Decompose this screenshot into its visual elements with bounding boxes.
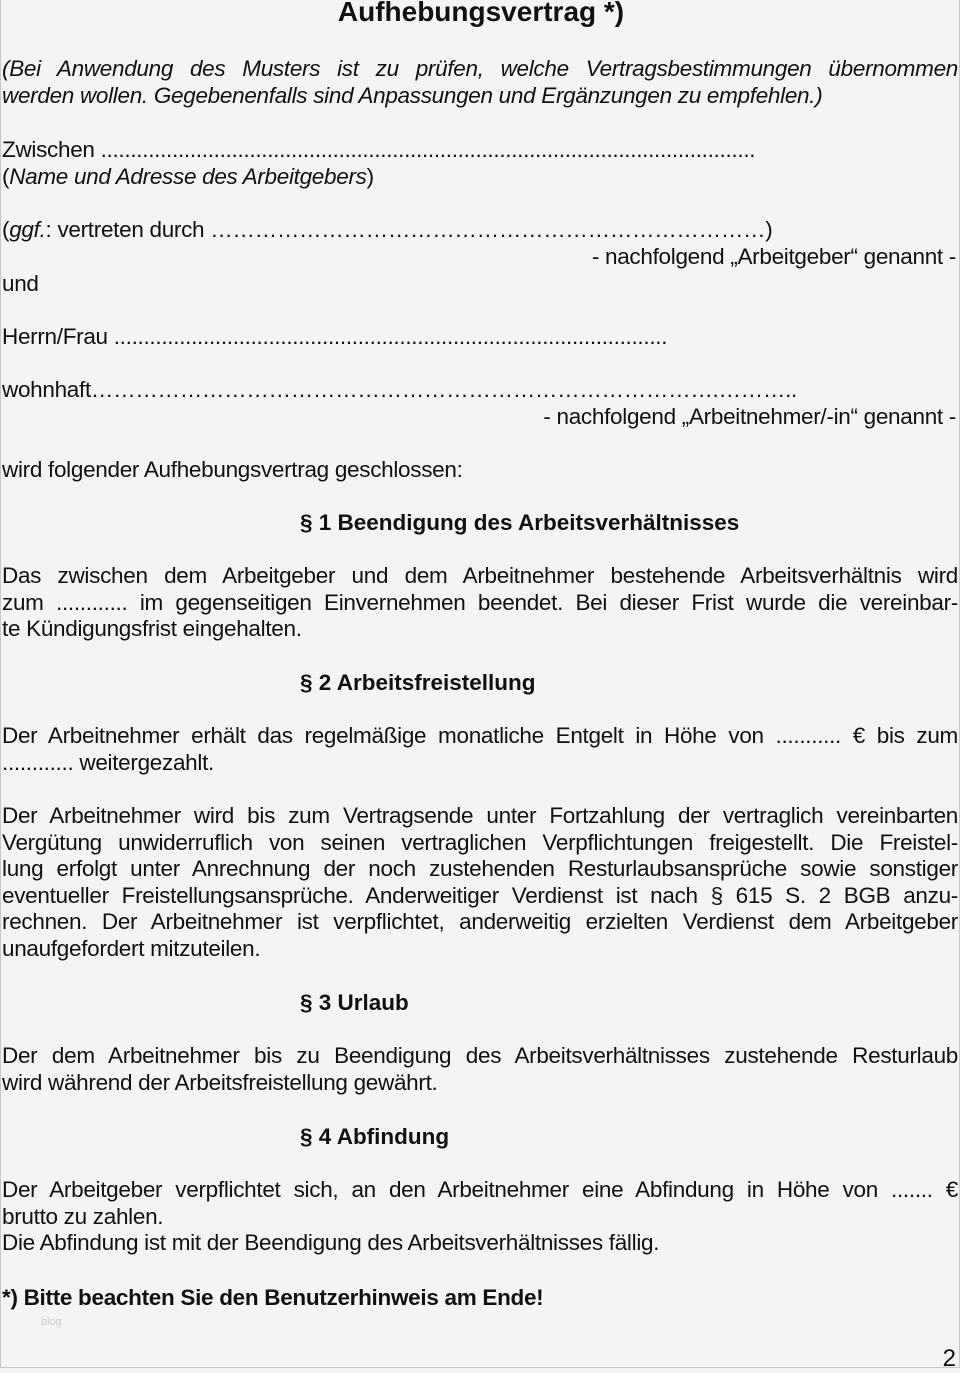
body-line: te Kündigungsfrist eingehalten. bbox=[2, 616, 302, 642]
employer-hint: (Name und Adresse des Arbeitgebers) bbox=[2, 164, 374, 189]
body-line: Die Abfindung ist mit der Beendigung des Arbeitsverhältnisses fällig. bbox=[2, 1230, 660, 1256]
employer-designation: - nachfolgend „Arbeitgeber“ genannt - bbox=[591, 244, 956, 269]
agreement-closing: wird folgender Aufhebungsvertrag geschlossen: bbox=[2, 457, 463, 482]
employer-hint-text: Name und Adresse des Arbeitgebers bbox=[9, 164, 367, 189]
section-3-heading: § 3 Urlaub bbox=[300, 990, 409, 1015]
intro-line: werden wollen. Gegebenenfalls sind Anpassungen und Ergänzungen zu empfehlen.) bbox=[2, 82, 823, 108]
section-1-body bbox=[2, 563, 958, 643]
body-line: zum ............ im gegenseitigen Einvernehmen beendet. Bei dieser Frist wurde die vereinbar- bbox=[2, 589, 958, 615]
body-line: Der Arbeitnehmer erhält das regelmäßige monatliche Entgelt in Höhe von ........... € bis zum bbox=[2, 723, 958, 748]
represented-by-line: (ggf.: vertreten durch …………………………………………………………………) bbox=[2, 217, 773, 242]
intro-note bbox=[2, 56, 958, 109]
section-2-body bbox=[2, 723, 958, 776]
section-3-body bbox=[2, 1043, 958, 1096]
body-line: ............ weitergezahlt. bbox=[2, 749, 214, 775]
body-line: unaufgefordert mitzuteilen. bbox=[2, 935, 261, 961]
between-line: Zwischen .............................................................................................................. bbox=[2, 137, 756, 162]
employee-designation: - nachfolgend „Arbeitnehmer/-in“ genannt - bbox=[543, 404, 956, 429]
section-4-heading: § 4 Abfindung bbox=[300, 1124, 450, 1149]
footnote: *) Bitte beachten Sie den Benutzerhinweis am Ende! bbox=[2, 1285, 544, 1310]
body-line: Der Arbeitgeber verpflichtet sich, an den Arbeitnehmer eine Abfindung in Höhe von ....... € bbox=[2, 1177, 958, 1202]
body-line: brutto zu zahlen. bbox=[2, 1203, 164, 1229]
intro-line: (Bei Anwendung des Musters ist zu prüfen, welche Vertragsbestimmungen übernommen bbox=[2, 56, 958, 81]
watermark: blog bbox=[41, 1316, 62, 1328]
represented-by-text: : vertreten durch …………………………………………………………………) bbox=[45, 217, 773, 242]
body-line: eventueller Freistellungsansprüche. Anderweitiger Verdienst ist nach § 615 S. 2 BGB anzu- bbox=[2, 882, 958, 908]
section-1-heading: § 1 Beendigung des Arbeitsverhältnisses bbox=[300, 510, 740, 535]
and-text: und bbox=[2, 271, 39, 296]
ggf-label: ggf. bbox=[9, 217, 46, 242]
section-4-body bbox=[2, 1177, 958, 1257]
body-line: rechnen. Der Arbeitnehmer ist verpflichtet, anderweitig erzielten Verdienst dem Arbeitgeber bbox=[2, 909, 958, 935]
body-line: lung erfolgt unter Anrechnung der noch zustehenden Resturlaubsansprüche sowie sonstiger bbox=[2, 856, 958, 882]
section-2-heading: § 2 Arbeitsfreistellung bbox=[300, 670, 536, 695]
document-title: Aufhebungsvertrag *) bbox=[337, 0, 625, 27]
residence-line: wohnhaft………………………………………………………………………….……….. bbox=[2, 377, 797, 402]
page-number: 2 bbox=[942, 1345, 956, 1372]
section-2-body-2 bbox=[2, 803, 958, 963]
body-line: Das zwischen dem Arbeitgeber und dem Arbeitnehmer bestehende Arbeitsverhältnis wird bbox=[2, 563, 958, 588]
body-line: Vergütung unwiderruflich von seinen vertraglichen Verpflichtungen freigestellt. Die Freistel- bbox=[2, 829, 958, 855]
body-line: Der Arbeitnehmer wird bis zum Vertragsende unter Fortzahlung der vertraglich vereinbarten bbox=[2, 803, 958, 828]
employee-name-line: Herrn/Frau ............................................................................................. bbox=[2, 324, 668, 349]
body-line: Der dem Arbeitnehmer bis zu Beendigung des Arbeitsverhältnisses zustehende Resturlaub bbox=[2, 1043, 958, 1068]
body-line: wird während der Arbeitsfreistellung gewährt. bbox=[2, 1069, 438, 1095]
